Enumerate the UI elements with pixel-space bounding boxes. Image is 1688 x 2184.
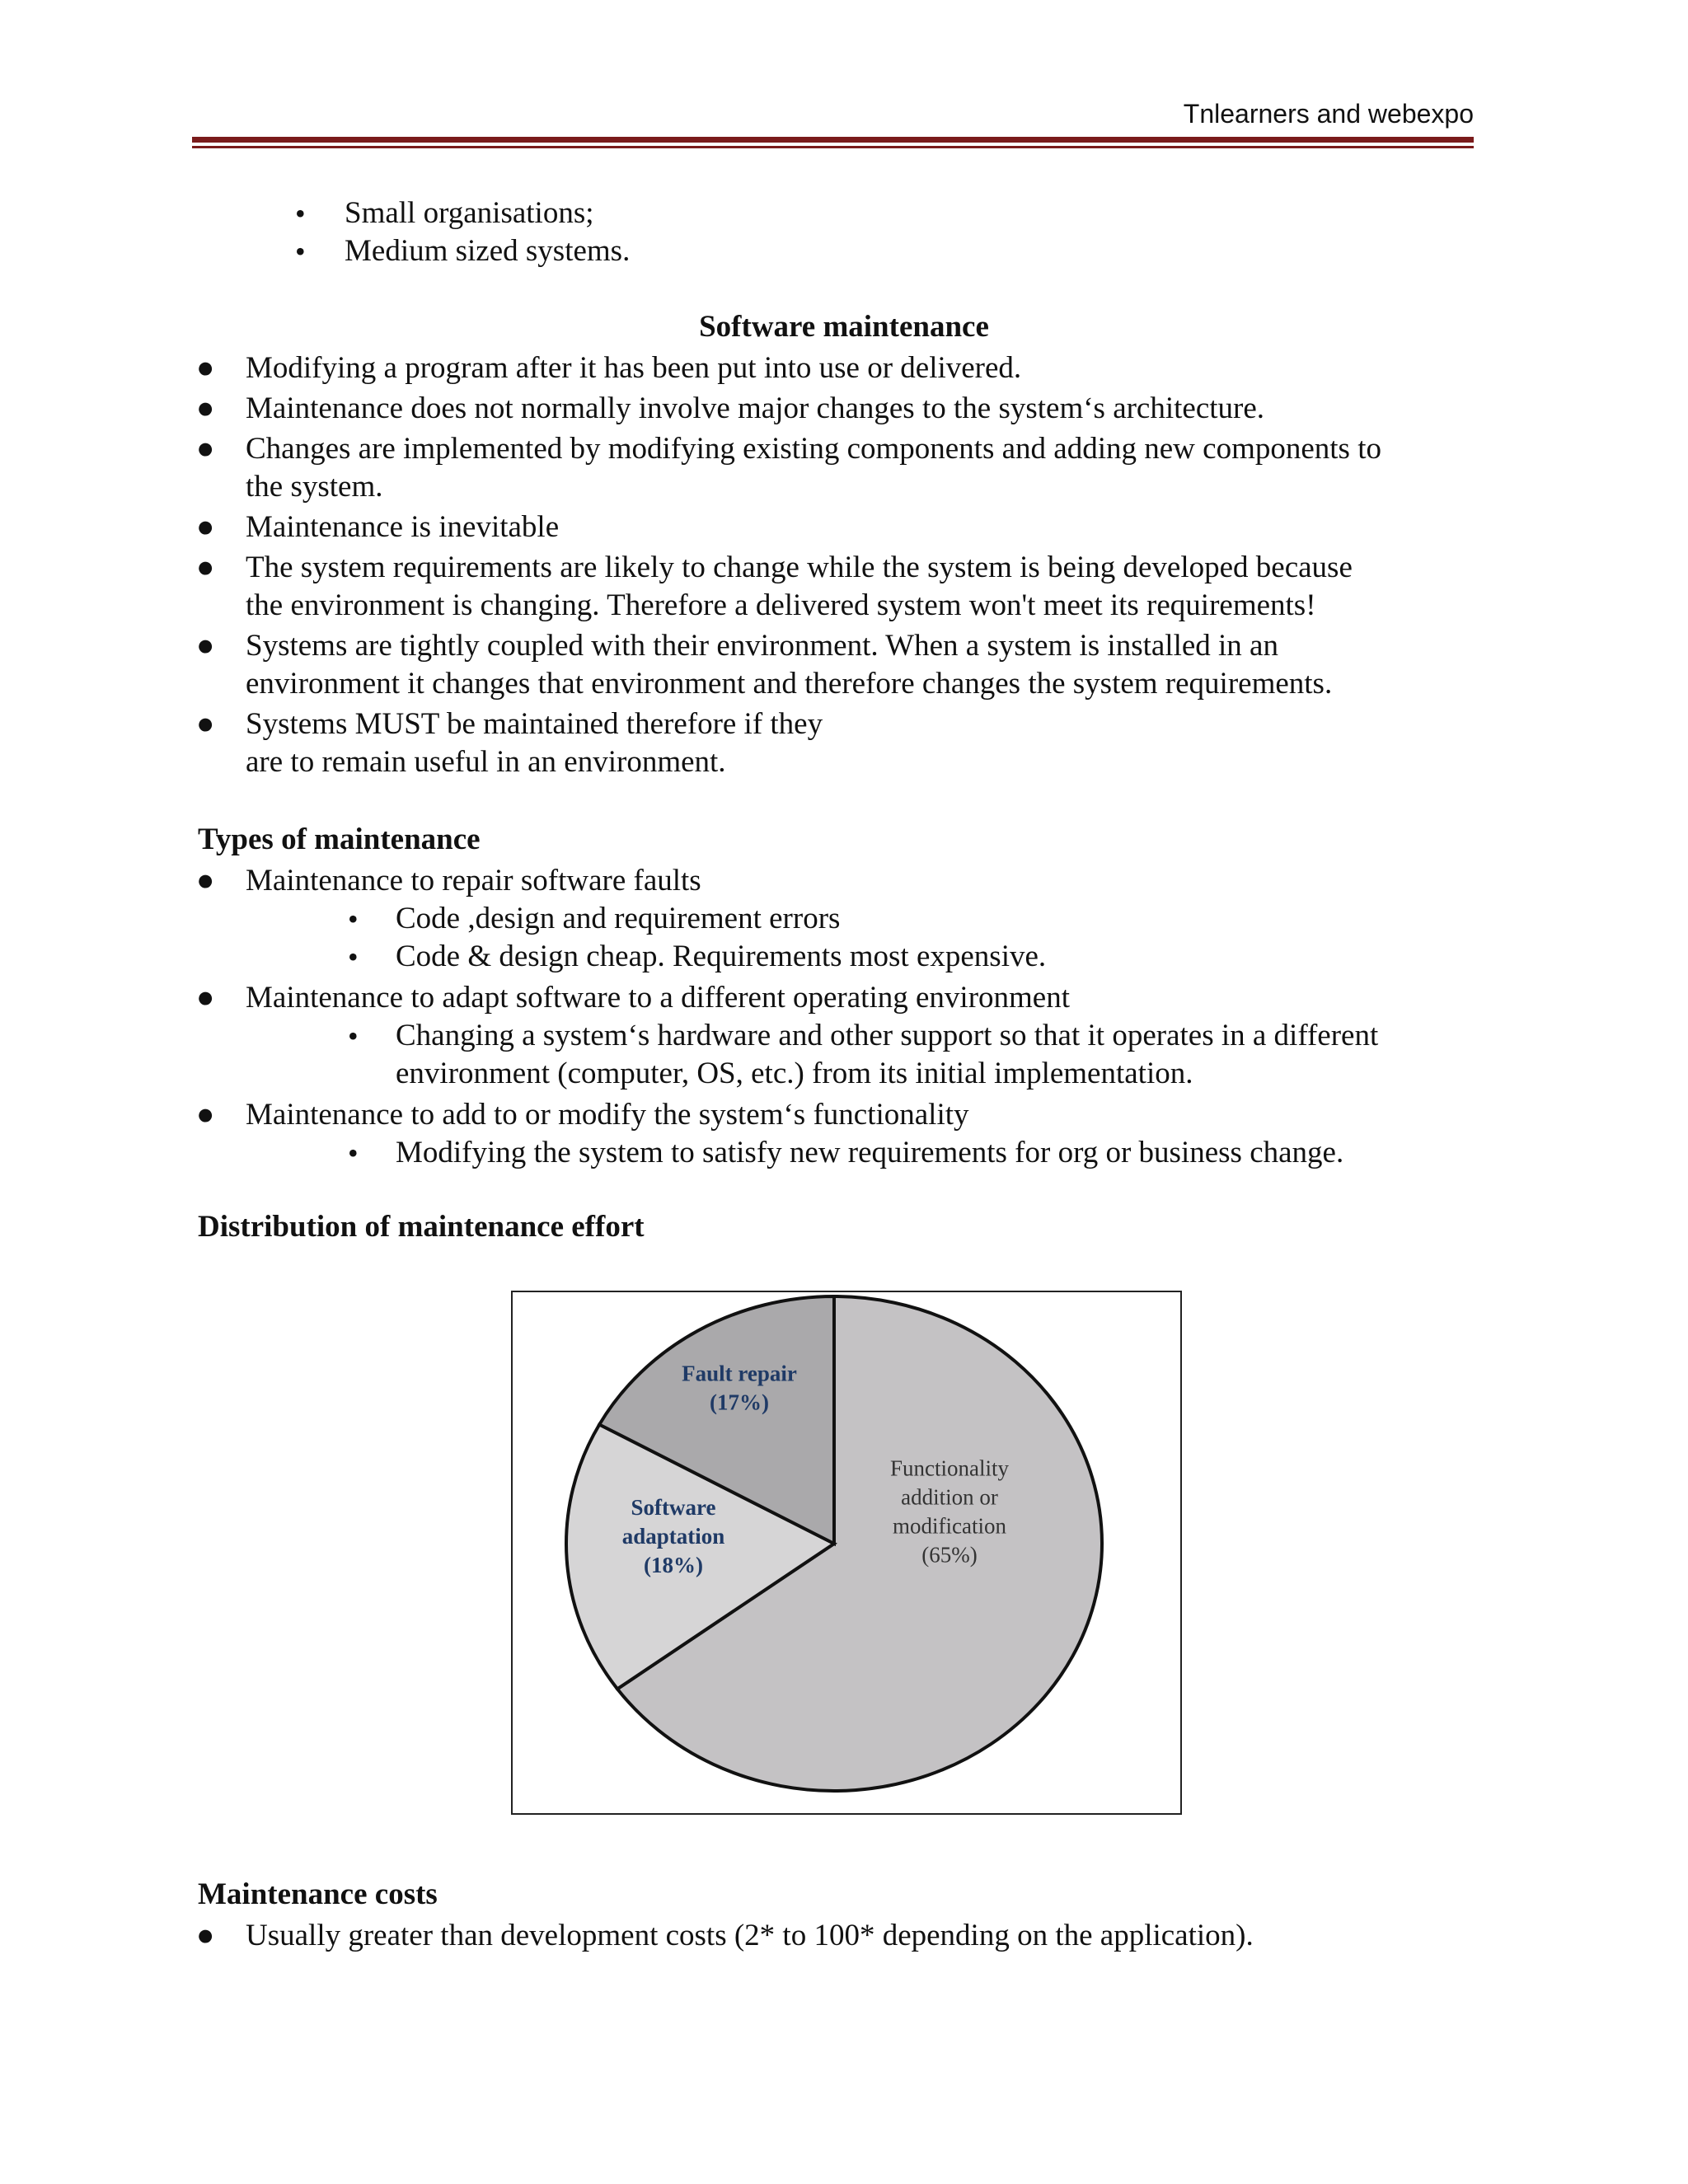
list-item: Systems MUST be maintained therefore if they (246, 707, 823, 741)
bullet-dot: ● (196, 1919, 215, 1952)
bullet-dot: ● (196, 551, 215, 584)
pie-slice-label: (65%) (921, 1542, 978, 1568)
sub-list-item: Changing a system‘s hardware and other support so that it operates in a different (396, 1019, 1379, 1052)
list-item: Changes are implemented by modifying existing components and adding new components to (246, 432, 1381, 466)
pie-slice-label: Software (631, 1495, 716, 1520)
bullet-dot: ● (196, 391, 215, 425)
sub-bullet-dot: • (348, 1137, 359, 1169)
header-rule-thin (192, 146, 1474, 148)
list-item-continuation: the system. (246, 470, 383, 504)
list-item: Maintenance does not normally involve major changes to the system‘s architecture. (246, 391, 1265, 425)
pie-slice-label: Fault repair (682, 1361, 797, 1386)
section-title-software-maintenance: Software maintenance (699, 310, 989, 344)
sub-list-item: Modifying the system to satisfy new requirements for org or business change. (396, 1136, 1344, 1169)
list-item-continuation: are to remain useful in an environment. (246, 745, 726, 779)
list-item: Maintenance to repair software faults (246, 864, 701, 898)
section-title-distribution: Distribution of maintenance effort (198, 1210, 645, 1244)
bullet-dot: ● (196, 707, 215, 741)
bullet-dot: • (295, 197, 306, 230)
page-header: Tnlearners and webexpo (1183, 99, 1474, 129)
section-title-types: Types of maintenance (198, 823, 481, 856)
pie-slice-label: (18%) (644, 1553, 703, 1577)
list-item: Maintenance is inevitable (246, 510, 560, 544)
list-item: Maintenance to add to or modify the system‘s functionality (246, 1098, 969, 1132)
bullet-dot: ● (196, 1098, 215, 1132)
intro-bullet: Small organisations; (345, 196, 594, 230)
sub-bullet-dot: • (348, 1019, 359, 1052)
pie-slice-label: addition or (901, 1484, 998, 1510)
pie-slice-label: Functionality (890, 1455, 1009, 1481)
bullet-dot: ● (196, 981, 215, 1015)
sub-list-item: Code ,design and requirement errors (396, 902, 841, 935)
bullet-dot: ● (196, 864, 215, 898)
sub-list-item: Code & design cheap. Requirements most expensive. (396, 940, 1047, 973)
list-item-continuation: environment it changes that environment and therefore changes the system requirements. (246, 667, 1333, 701)
header-rule (192, 137, 1474, 143)
bullet-dot: ● (196, 629, 215, 663)
bullet-dot: ● (196, 351, 215, 385)
intro-bullet: Medium sized systems. (345, 234, 631, 268)
pie-slice-label: modification (893, 1513, 1006, 1539)
sub-list-item-continuation: environment (computer, OS, etc.) from its initial implementation. (396, 1057, 1193, 1090)
list-item: Systems are tightly coupled with their environment. When a system is installed in an (246, 629, 1278, 663)
pie-chart-frame (511, 1291, 1182, 1815)
pie-chart (513, 1292, 1180, 1813)
pie-slice-label: adaptation (621, 1524, 725, 1549)
sub-bullet-dot: • (348, 902, 359, 935)
pie-slice-label: (17%) (710, 1390, 769, 1415)
bullet-dot: • (295, 235, 306, 268)
list-item: Usually greater than development costs (2* to 100* depending on the application). (246, 1919, 1254, 1952)
list-item-continuation: the environment is changing. Therefore a delivered system won't meet its requirements! (246, 588, 1316, 622)
section-title-costs: Maintenance costs (198, 1877, 438, 1911)
bullet-dot: ● (196, 432, 215, 466)
bullet-dot: ● (196, 510, 215, 544)
list-item: Modifying a program after it has been put into use or delivered. (246, 351, 1022, 385)
list-item: The system requirements are likely to change while the system is being developed because (246, 551, 1353, 584)
list-item: Maintenance to adapt software to a different operating environment (246, 981, 1070, 1015)
sub-bullet-dot: • (348, 940, 359, 973)
